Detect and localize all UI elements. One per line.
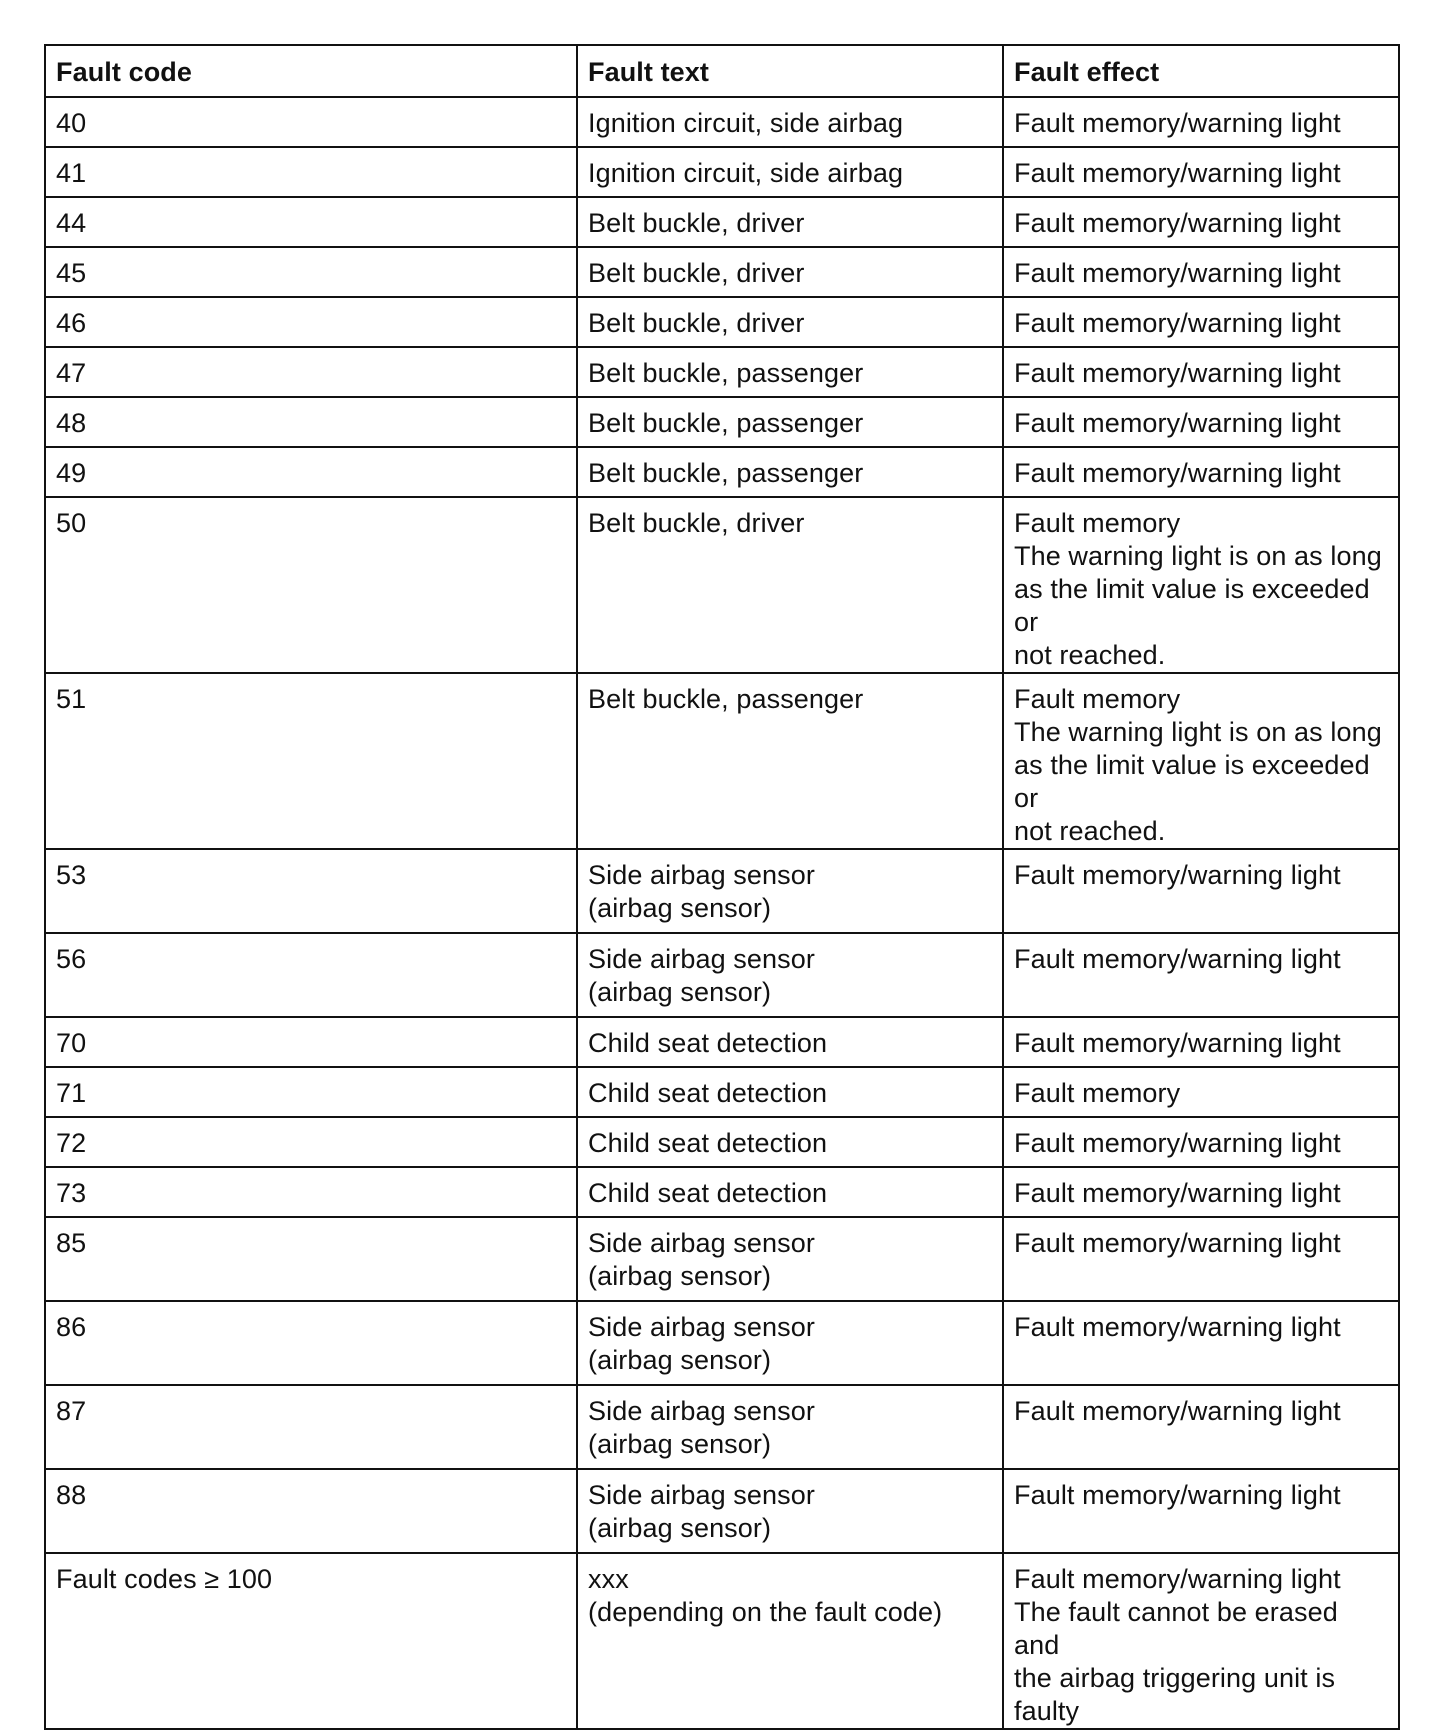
fault-code-cell: 88 <box>45 1469 577 1553</box>
fault-text-cell <box>577 1217 1003 1301</box>
fault-effect-cell <box>1003 297 1399 347</box>
fault-text-cell <box>577 197 1003 247</box>
fault-code-cell: 40 <box>45 97 577 147</box>
fault-effect-cell <box>1003 1117 1399 1167</box>
table-row <box>45 447 1399 497</box>
fault-text-cell <box>577 933 1003 1017</box>
fault-text-line: Side airbag sensor <box>588 1312 815 1342</box>
fault-text-line: (airbag sensor) <box>588 1513 772 1543</box>
fault-text-cell <box>577 1385 1003 1469</box>
fault-effect-line: Fault memory <box>1014 1078 1181 1108</box>
table-row <box>45 1167 1399 1217</box>
table-row <box>45 1469 1399 1553</box>
fault-code-cell: 41 <box>45 147 577 197</box>
fault-text-line: Side airbag sensor <box>588 1480 815 1510</box>
fault-code-cell: 71 <box>45 1067 577 1117</box>
table-row <box>45 1217 1399 1301</box>
fault-effect-line: Fault memory/warning light <box>1014 1312 1341 1342</box>
fault-code-cell: 46 <box>45 297 577 347</box>
fault-text-cell <box>577 1553 1003 1729</box>
fault-effect-cell <box>1003 147 1399 197</box>
table-row <box>45 849 1399 933</box>
fault-effect-cell <box>1003 1167 1399 1217</box>
fault-text-cell <box>577 1301 1003 1385</box>
fault-text-cell <box>577 447 1003 497</box>
fault-effect-line: not reached. <box>1014 640 1166 670</box>
fault-text-line: Belt buckle, passenger <box>588 408 864 438</box>
fault-code-cell: 53 <box>45 849 577 933</box>
fault-text-line: (airbag sensor) <box>588 977 772 1007</box>
table-row <box>45 397 1399 447</box>
fault-effect-line: as the limit value is exceeded or <box>1014 750 1370 813</box>
fault-effect-line: not reached. <box>1014 816 1166 846</box>
fault-code-cell: Fault codes ≥ 100 <box>45 1553 577 1729</box>
fault-effect-line: Fault memory <box>1014 508 1181 538</box>
table-row <box>45 1117 1399 1167</box>
fault-effect-line: faulty <box>1014 1696 1080 1726</box>
fault-effect-line: Fault memory/warning light <box>1014 1178 1341 1208</box>
fault-effect-cell <box>1003 197 1399 247</box>
fault-effect-line: Fault memory/warning light <box>1014 308 1341 338</box>
fault-code-cell: 85 <box>45 1217 577 1301</box>
table-row <box>45 147 1399 197</box>
fault-text-line: Side airbag sensor <box>588 1228 815 1258</box>
fault-effect-cell <box>1003 247 1399 297</box>
fault-text-line: (depending on the fault code) <box>588 1597 943 1627</box>
fault-text-cell <box>577 1017 1003 1067</box>
fault-text-cell <box>577 97 1003 147</box>
fault-effect-cell <box>1003 497 1399 673</box>
fault-effect-line: The warning light is on as long <box>1014 541 1382 571</box>
fault-effect-line: The warning light is on as long <box>1014 717 1382 747</box>
fault-code-cell: 72 <box>45 1117 577 1167</box>
fault-text-cell <box>577 397 1003 447</box>
fault-text-line: (airbag sensor) <box>588 893 772 923</box>
table-row <box>45 1017 1399 1067</box>
fault-code-cell: 86 <box>45 1301 577 1385</box>
fault-code-cell: 49 <box>45 447 577 497</box>
header-fault-text: Fault text <box>577 45 1003 97</box>
fault-effect-line: Fault memory/warning light <box>1014 1128 1341 1158</box>
fault-text-cell <box>577 1067 1003 1117</box>
fault-effect-cell <box>1003 673 1399 849</box>
fault-code-cell: 44 <box>45 197 577 247</box>
table-row <box>45 1301 1399 1385</box>
fault-text-line: Belt buckle, passenger <box>588 358 864 388</box>
header-fault-effect: Fault effect <box>1003 45 1399 97</box>
fault-text-cell <box>577 1167 1003 1217</box>
header-fault-code: Fault code <box>45 45 577 97</box>
fault-effect-line: Fault memory/warning light <box>1014 1564 1341 1594</box>
header-row <box>45 45 1399 97</box>
fault-effect-cell <box>1003 933 1399 1017</box>
fault-effect-line: Fault memory/warning light <box>1014 1396 1341 1426</box>
fault-code-cell: 50 <box>45 497 577 673</box>
table-row <box>45 1553 1399 1729</box>
fault-code-cell: 45 <box>45 247 577 297</box>
fault-text-cell <box>577 1117 1003 1167</box>
table-header <box>45 45 1399 97</box>
fault-text-line: Belt buckle, driver <box>588 308 805 338</box>
fault-text-line: xxx <box>588 1564 629 1594</box>
fault-effect-cell <box>1003 447 1399 497</box>
fault-effect-cell <box>1003 1217 1399 1301</box>
fault-text-cell <box>577 347 1003 397</box>
fault-code-cell: 70 <box>45 1017 577 1067</box>
fault-effect-line: Fault memory/warning light <box>1014 458 1341 488</box>
fault-effect-line: Fault memory/warning light <box>1014 358 1341 388</box>
fault-effect-line: The fault cannot be erased and <box>1014 1597 1338 1660</box>
fault-effect-line: Fault memory/warning light <box>1014 944 1341 974</box>
fault-effect-line: Fault memory/warning light <box>1014 208 1341 238</box>
fault-effect-cell <box>1003 1301 1399 1385</box>
fault-effect-line: Fault memory/warning light <box>1014 1028 1341 1058</box>
fault-code-cell: 87 <box>45 1385 577 1469</box>
fault-effect-line: Fault memory/warning light <box>1014 408 1341 438</box>
fault-effect-cell <box>1003 849 1399 933</box>
table-row <box>45 1067 1399 1117</box>
fault-text-line: Ignition circuit, side airbag <box>588 158 904 188</box>
fault-text-cell <box>577 1469 1003 1553</box>
fault-effect-line: as the limit value is exceeded or <box>1014 574 1370 637</box>
fault-effect-cell <box>1003 397 1399 447</box>
fault-text-line: Belt buckle, driver <box>588 208 805 238</box>
fault-effect-line: the airbag triggering unit is <box>1014 1663 1336 1693</box>
fault-code-cell: 73 <box>45 1167 577 1217</box>
fault-text-cell <box>577 297 1003 347</box>
fault-text-line: Side airbag sensor <box>588 1396 815 1426</box>
fault-text-line: Belt buckle, passenger <box>588 684 864 714</box>
fault-effect-cell <box>1003 1067 1399 1117</box>
fault-effect-line: Fault memory/warning light <box>1014 1228 1341 1258</box>
fault-text-line: Child seat detection <box>588 1028 828 1058</box>
fault-text-cell <box>577 247 1003 297</box>
fault-text-line: Child seat detection <box>588 1078 828 1108</box>
fault-code-cell: 48 <box>45 397 577 447</box>
fault-text-line: Side airbag sensor <box>588 860 815 890</box>
table-row <box>45 247 1399 297</box>
fault-effect-cell <box>1003 1553 1399 1729</box>
fault-code-cell: 51 <box>45 673 577 849</box>
fault-effect-line: Fault memory <box>1014 684 1181 714</box>
table-row <box>45 347 1399 397</box>
fault-text-line: (airbag sensor) <box>588 1261 772 1291</box>
table-row <box>45 673 1399 849</box>
fault-text-line: Belt buckle, driver <box>588 508 805 538</box>
fault-effect-cell <box>1003 1017 1399 1067</box>
table-row <box>45 933 1399 1017</box>
fault-effect-line: Fault memory/warning light <box>1014 860 1341 890</box>
fault-text-line: (airbag sensor) <box>588 1345 772 1375</box>
table-row <box>45 197 1399 247</box>
fault-effect-cell <box>1003 347 1399 397</box>
fault-effect-line: Fault memory/warning light <box>1014 158 1341 188</box>
fault-text-cell <box>577 849 1003 933</box>
table-body <box>45 97 1399 1729</box>
table-row <box>45 97 1399 147</box>
fault-text-cell <box>577 497 1003 673</box>
fault-code-cell: 56 <box>45 933 577 1017</box>
fault-effect-line: Fault memory/warning light <box>1014 258 1341 288</box>
fault-effect-line: Fault memory/warning light <box>1014 108 1341 138</box>
table-row <box>45 1385 1399 1469</box>
fault-text-line: Belt buckle, passenger <box>588 458 864 488</box>
fault-text-line: Belt buckle, driver <box>588 258 805 288</box>
fault-text-line: Child seat detection <box>588 1128 828 1158</box>
fault-effect-cell <box>1003 1385 1399 1469</box>
fault-text-cell <box>577 147 1003 197</box>
fault-text-line: Side airbag sensor <box>588 944 815 974</box>
fault-effect-cell <box>1003 1469 1399 1553</box>
fault-code-table <box>44 44 1400 1730</box>
table-row <box>45 297 1399 347</box>
fault-text-line: (airbag sensor) <box>588 1429 772 1459</box>
fault-code-cell: 47 <box>45 347 577 397</box>
table-row <box>45 497 1399 673</box>
fault-effect-cell <box>1003 97 1399 147</box>
fault-text-cell <box>577 673 1003 849</box>
fault-effect-line: Fault memory/warning light <box>1014 1480 1341 1510</box>
fault-text-line: Child seat detection <box>588 1178 828 1208</box>
fault-text-line: Ignition circuit, side airbag <box>588 108 904 138</box>
